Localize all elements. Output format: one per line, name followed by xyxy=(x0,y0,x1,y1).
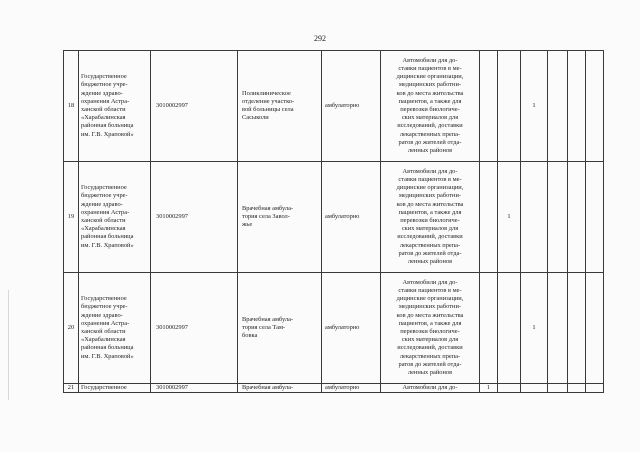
organization-code: 3010002997 xyxy=(151,162,238,273)
table-row xyxy=(64,273,604,384)
row-number: 19 xyxy=(64,162,79,273)
qty-cell xyxy=(498,273,521,384)
table-row xyxy=(64,51,604,162)
qty-cell xyxy=(480,273,498,384)
qty-cell xyxy=(480,51,498,162)
organization-code: 3010002997 xyxy=(151,51,238,162)
qty-cell xyxy=(498,384,521,393)
vehicle-purpose: Автомобили для до- ставки пациентов в ме- дицинские организации, медицинских работни- ков до места жительства пациентов, а также для перевозки биологиче- ских материалов для исследований, доставки лекарственных препа- ратов до жителей отда- ленных районов xyxy=(381,273,480,384)
row-number: 21 xyxy=(64,384,79,393)
qty-cell: 1 xyxy=(498,162,521,273)
qty-cell xyxy=(548,273,568,384)
medical-unit: Врачебная амбула- тория села Там- бовка xyxy=(238,273,322,384)
qty-cell xyxy=(586,273,604,384)
qty-cell: 1 xyxy=(521,51,548,162)
organization-code: 3010002997 xyxy=(151,384,238,393)
qty-cell: 1 xyxy=(521,273,548,384)
qty-cell xyxy=(548,162,568,273)
qty-cell xyxy=(548,51,568,162)
qty-cell xyxy=(568,162,586,273)
qty-cell xyxy=(480,162,498,273)
organization-name: Государственное xyxy=(79,384,151,393)
qty-cell xyxy=(568,273,586,384)
care-type: амбулаторно xyxy=(322,51,381,162)
organization-name: Государственное бюджетное учре- ждение здраво- охранения Астра- ханской области «Харабалинская районная больница им. Г.В. Храповой» xyxy=(79,162,151,273)
organization-name: Государственное бюджетное учре- ждение здраво- охранения Астра- ханской области «Харабалинская районная больница им. Г.В. Храповой» xyxy=(79,273,151,384)
medical-unit: Поликлиническое отделение участко- вой больницы села Сасыколи xyxy=(238,51,322,162)
care-type: амбулаторно xyxy=(322,162,381,273)
qty-cell xyxy=(586,51,604,162)
qty-cell xyxy=(568,51,586,162)
qty-cell xyxy=(586,162,604,273)
qty-cell xyxy=(586,384,604,393)
vehicle-allocation-table xyxy=(63,50,604,393)
care-type: амбулаторно xyxy=(322,384,381,393)
table-row xyxy=(64,162,604,273)
vehicle-purpose: Автомобили для до- ставки пациентов в ме- дицинские организации, медицинских работни- ков до места жительства пациентов, а также для перевозки биологиче- ских материалов для исследований, доставки лекарственных препа- ратов до жителей отда- ленных районов xyxy=(381,51,480,162)
medical-unit: Врачебная амбула- xyxy=(238,384,322,393)
qty-cell xyxy=(498,51,521,162)
care-type: амбулаторно xyxy=(322,273,381,384)
medical-unit: Врачебная амбула- тория села Завол- жье xyxy=(238,162,322,273)
row-number: 20 xyxy=(64,273,79,384)
organization-name: Государственное бюджетное учре- ждение здраво- охранения Астра- ханской области «Харабалинская районная больница им. Г.В. Храповой» xyxy=(79,51,151,162)
qty-cell xyxy=(521,162,548,273)
vehicle-purpose: Автомобили для до- xyxy=(381,384,480,393)
organization-code: 3010002997 xyxy=(151,273,238,384)
scan-edge-mark xyxy=(8,290,9,400)
vehicle-purpose: Автомобили для до- ставки пациентов в ме- дицинские организации, медицинских работни- ков до места жительства пациентов, а также для перевозки биологиче- ских материалов для исследований, доставки лекарственных препа- ратов до жителей отда- ленных районов xyxy=(381,162,480,273)
table-row xyxy=(64,384,604,393)
qty-cell xyxy=(548,384,568,393)
qty-cell xyxy=(521,384,548,393)
qty-cell: 1 xyxy=(480,384,498,393)
row-number: 18 xyxy=(64,51,79,162)
page-number: 292 xyxy=(314,34,326,43)
qty-cell xyxy=(568,384,586,393)
